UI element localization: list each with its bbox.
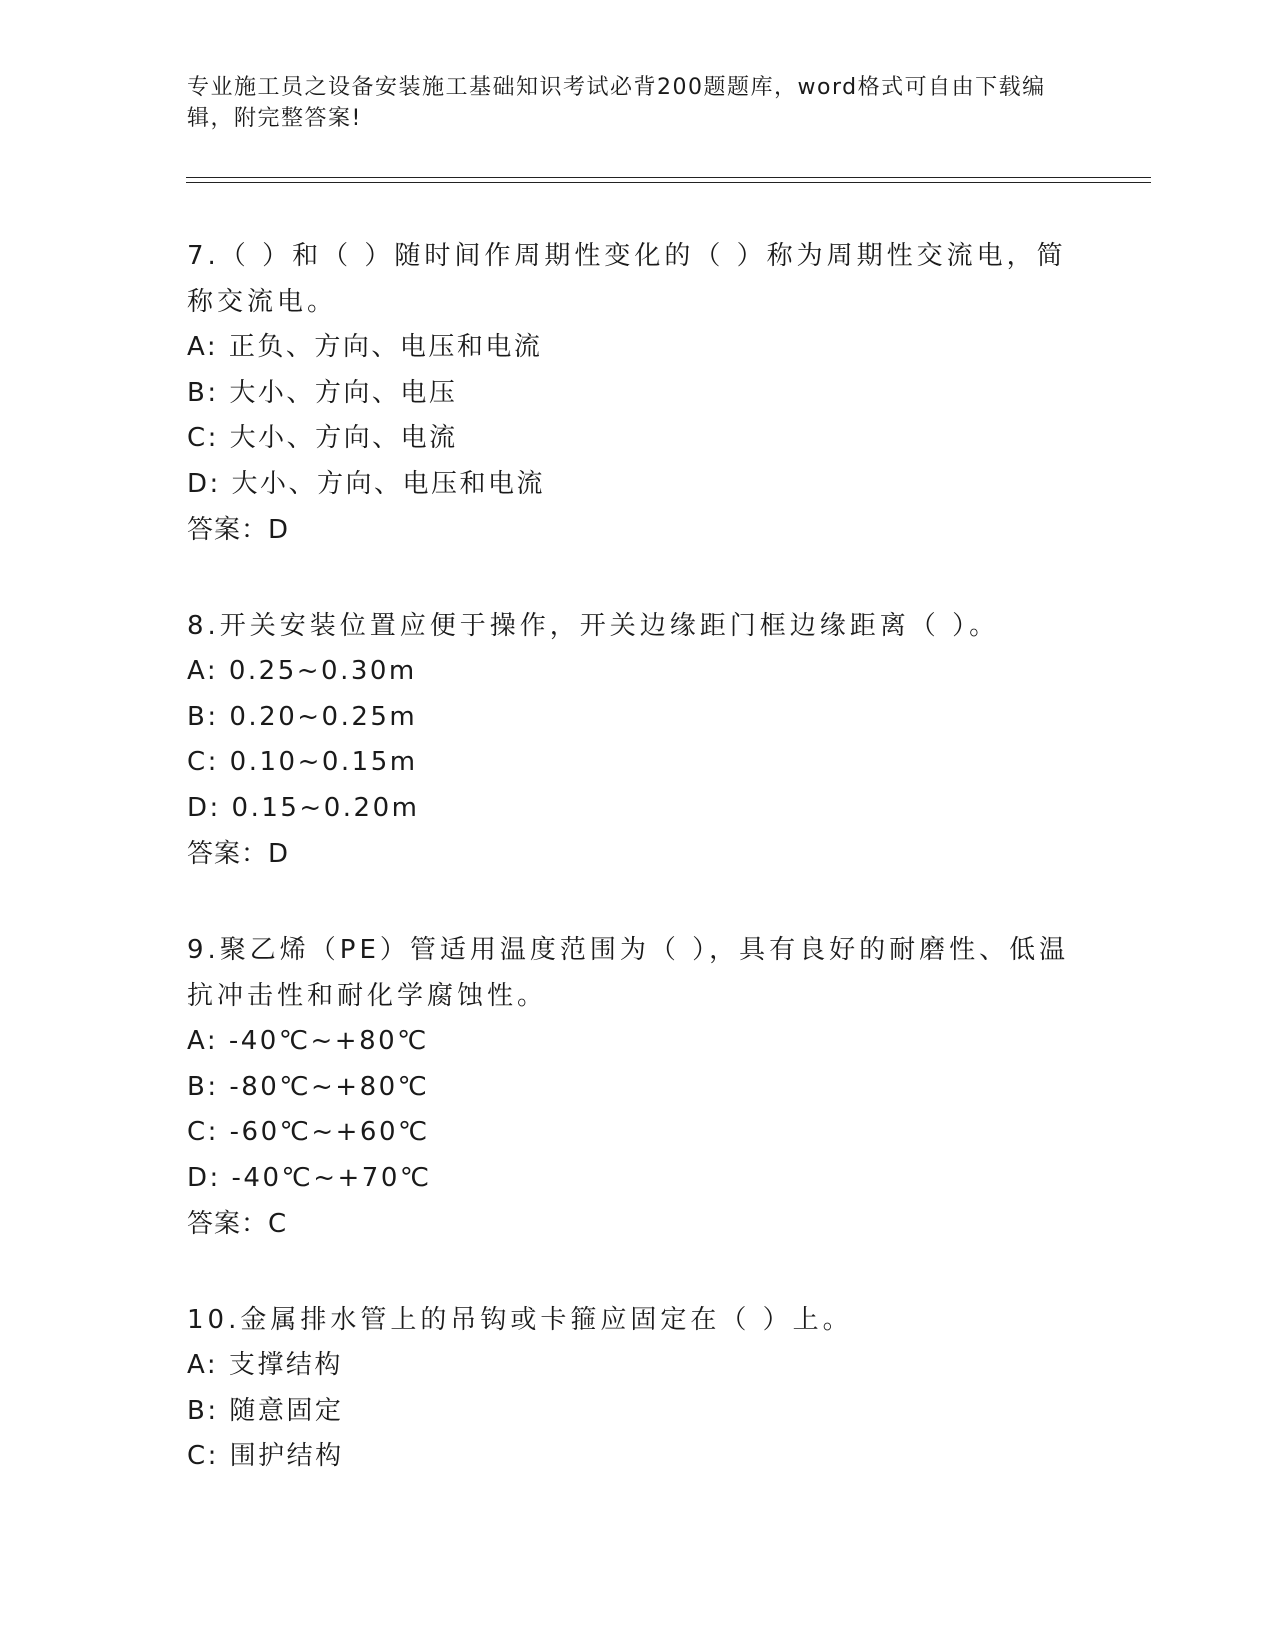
- option-c: C: 0.10~0.15m: [187, 747, 418, 777]
- option-b: B: 大小、方向、电压: [187, 377, 458, 408]
- option-c: C: 围护结构: [187, 1441, 344, 1471]
- question-text: 10.金属排水管上的吊钩或卡箍应固定在（ ）上。: [187, 1305, 853, 1335]
- question-7: [187, 233, 1087, 553]
- option-a: A: 支撑结构: [187, 1350, 343, 1380]
- option-d: D: 0.15~0.20m: [187, 792, 420, 823]
- header-divider-bottom: [186, 182, 1151, 183]
- answer: 答案：D: [187, 839, 290, 869]
- option-c: C: 大小、方向、电流: [187, 423, 458, 453]
- question-list: [187, 233, 1087, 1530]
- answer: 答案：C: [187, 1209, 288, 1239]
- option-a: A: 正负、方向、电压和电流: [187, 332, 543, 362]
- document-header: 专业施工员之设备安装施工基础知识考试必背200题题库，word格式可自由下载编辑，附完整答案!: [187, 75, 1046, 131]
- question-text: 7.（ ）和（ ）随时间作周期性变化的（ ）称为周期性交流电，简称交流电。: [187, 241, 1067, 317]
- option-d: D: -40℃~+70℃: [187, 1162, 432, 1193]
- question-10: [187, 1297, 1087, 1480]
- header-divider-top: [186, 177, 1151, 178]
- option-c: C: -60℃~+60℃: [187, 1117, 430, 1147]
- option-b: B: 随意固定: [187, 1395, 344, 1426]
- question-text: 9.聚乙烯（PE）管适用温度范围为（ ），具有良好的耐磨性、低温抗冲击性和耐化学腐蚀性。: [187, 935, 1070, 1011]
- option-d: D: 大小、方向、电压和电流: [187, 468, 546, 499]
- option-b: B: 0.20~0.25m: [187, 701, 418, 732]
- answer: 答案：D: [187, 515, 290, 545]
- option-a: A: -40℃~+80℃: [187, 1026, 429, 1056]
- option-b: B: -80℃~+80℃: [187, 1071, 430, 1102]
- question-text: 8.开关安装位置应便于操作，开关边缘距门框边缘距离（ ）。: [187, 611, 1000, 641]
- option-a: A: 0.25~0.30m: [187, 656, 417, 686]
- question-9: [187, 927, 1087, 1247]
- question-8: [187, 603, 1087, 877]
